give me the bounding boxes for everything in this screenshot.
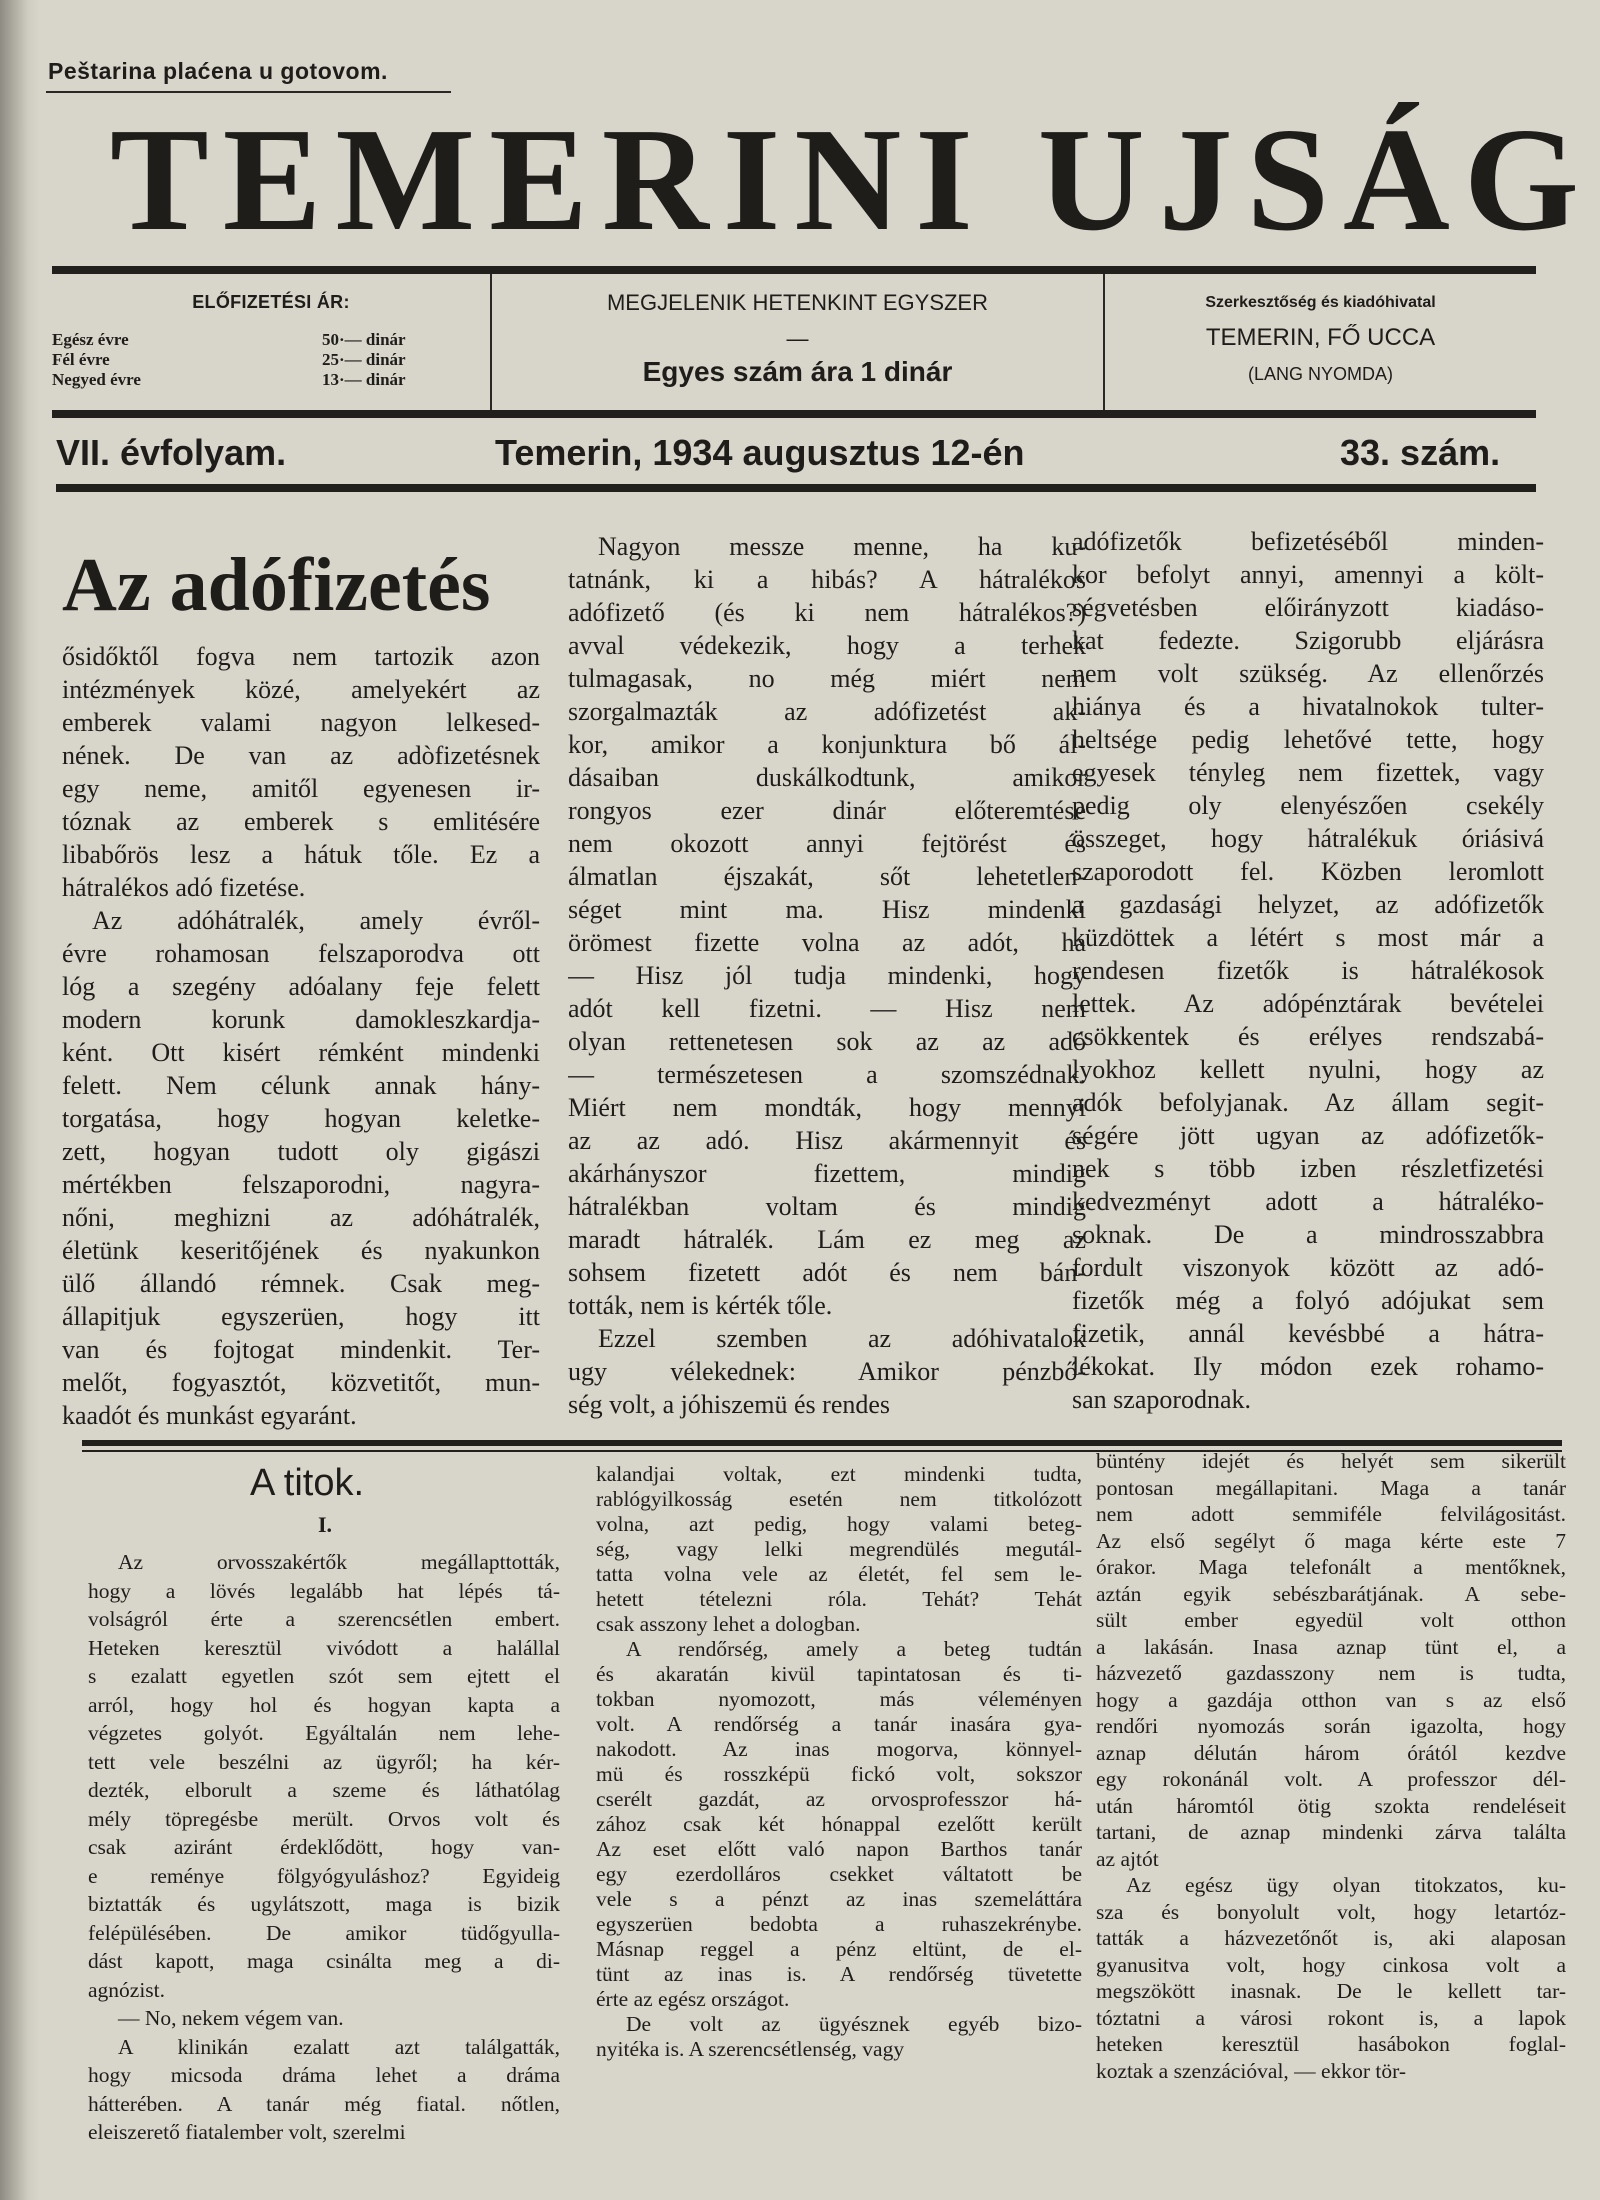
text-line: Ezzel szemben az adóhivatalok <box>598 1324 1086 1353</box>
text-line: ségére jött ugyan az adófizetők- <box>1072 1121 1544 1150</box>
text-line: mü és rosszképü fickó volt, sokszor <box>596 1762 1082 1786</box>
text-line: — Hisz jól tudja mindenki, hogy <box>568 961 1086 990</box>
office-address: TEMERIN, FŐ UCCA <box>1205 324 1436 351</box>
article-headline: Az adófizetés <box>62 543 491 627</box>
text-line: Az adóhátralék, amely évről- <box>92 906 540 935</box>
header-rule-bottom <box>56 484 1536 492</box>
text-line: Másnap reggel a pénz eltünt, de el- <box>596 1937 1082 1961</box>
text-line: hogy a gazdája otthon van s az első <box>1096 1687 1566 1712</box>
text-line: tartani, de aznap mindenki zárva találta <box>1096 1820 1566 1844</box>
issue-number: 33. szám. <box>1340 432 1501 473</box>
article-column-1 <box>62 640 540 1432</box>
office-printer: (LANG NYOMDA) <box>1247 364 1393 384</box>
text-line: gyanusitva volt, hogy cinkosa volt a <box>1096 1952 1566 1977</box>
text-line: ségvetésben előirányzott kiadáso- <box>1072 593 1544 622</box>
text-line: rendesen fizetők is hátralékosok <box>1072 956 1544 985</box>
price-period: Fél évre <box>52 350 110 369</box>
text-line: eleiszerető fiatalember volt, szerelmi <box>88 2120 406 2144</box>
price-row <box>52 370 452 390</box>
text-line: van és fojtogat mindenkit. Ter- <box>62 1335 540 1364</box>
text-line: Az eset előtt való napon Barthos tanár <box>596 1837 1082 1861</box>
scan-edge-shadow <box>0 0 40 2200</box>
story-chapter: I. <box>318 1512 333 1537</box>
text-line: ség, vagy lelki megrendülés megutál- <box>596 1537 1082 1561</box>
text-line: egy neme, amitől egyenesen ir- <box>62 774 540 803</box>
text-line: kat fedezte. Szigorubb eljárásra <box>1072 626 1544 655</box>
story-column-1 <box>88 1548 560 2147</box>
text-line: csökkentek és erélyes rendszabá- <box>1072 1022 1544 1051</box>
postage-notice: Peštarina plaćena u gotovom. <box>48 58 388 84</box>
text-line: nének. De van az adòfizetésnek <box>62 741 540 770</box>
text-line: hogy a lövés legalább hat lépés tá- <box>88 1578 560 1603</box>
text-line: érte az egész országot. <box>596 1987 790 2011</box>
text-line: álmatlan éjszakát, sőt lehetetlen- <box>568 862 1086 891</box>
text-line: e reménye fölgyógyuláshoz? Egyideig <box>88 1863 560 1888</box>
text-line: csak aziránt érdeklődött, hogy van- <box>88 1835 560 1859</box>
text-line: a gazdasági helyzet, az adófizetők <box>1072 890 1544 919</box>
text-line: adófizető (és ki nem hátralékos?) <box>568 598 1086 627</box>
text-line: egyszerüen bedobta a ruhaszekrénybe. <box>596 1912 1082 1936</box>
text-line: összeget, hogy hátralékuk óriásivá <box>1072 824 1544 853</box>
price-amount: 50·— dinár <box>322 330 406 349</box>
text-line: nakodott. Az inas mogorva, könnyel- <box>596 1737 1082 1761</box>
office-box <box>1105 274 1536 412</box>
text-line: nem volt szükség. Az ellenőrzés <box>1072 659 1544 688</box>
text-line: az az adó. Hisz akármennyit és <box>568 1126 1086 1155</box>
text-line: modern korunk damokleszkardja- <box>62 1005 540 1034</box>
text-line: aznap délután három órától kezdve <box>1096 1740 1566 1765</box>
text-line: fizetők még a folyó adójukat sem <box>1072 1286 1544 1315</box>
text-line: séget mint ma. Hisz mindenki <box>568 895 1086 924</box>
text-line: tünt az inas is. A rendőrség tüvetette <box>596 1962 1082 1986</box>
issue-date: Temerin, 1934 augusztus 12-én <box>495 432 1025 473</box>
text-line: pedig oly elenyészően csekély <box>1072 791 1544 820</box>
text-line: állapitjuk egyszerüen, hogy itt <box>62 1302 540 1331</box>
text-line: melőt, fogyasztót, közvetitőt, mun- <box>62 1368 540 1397</box>
text-line: kedvezményt adott a hátraléko- <box>1072 1187 1544 1216</box>
text-line: órakor. Maga telefonált a mentőknek, <box>1096 1555 1566 1579</box>
text-line: libabőrös lesz a hátuk tőle. Ez a <box>62 840 540 869</box>
text-line: életünk keseritőjének és nyakunkon <box>62 1236 540 1265</box>
text-line: évre rohamosan felszaporodva ott <box>62 939 540 968</box>
text-line: tett vele beszélni az ügyről; ha kér- <box>88 1749 560 1774</box>
text-line: felépülésében. De amikor tüdőgyulla- <box>88 1920 560 1945</box>
text-line: nyitéka is. A szerencsétlenség, vagy <box>596 2037 905 2061</box>
text-line: aztán egyik sebészbarátjának. A sebe- <box>1096 1581 1566 1606</box>
text-line: szaporodott fel. Közben leromlott <box>1072 857 1544 886</box>
text-line: maradt hátralék. Lám ez meg az <box>568 1225 1086 1254</box>
subscription-label: ELŐFIZETÉSI ÁR: <box>192 292 350 312</box>
text-line: tokban nyomozott, más véleményen <box>596 1687 1082 1711</box>
text-line: heteken keresztül hasábokon foglal- <box>1096 2032 1566 2056</box>
text-line: a lakásán. Inasa aznap tünt el, a <box>1096 1634 1566 1659</box>
text-line: rablógyilkosság esetén nem titkolózott <box>596 1487 1082 1511</box>
text-line: olyan rettenetesen sok az az adó <box>568 1027 1086 1056</box>
text-line: arról, hogy hol és hogyan kapta a <box>88 1692 560 1717</box>
text-line: házvezető gazdasszony nem is tudta, <box>1096 1661 1566 1685</box>
text-line: kor befolyt annyi, amennyi a költ- <box>1072 560 1544 589</box>
text-line: nem adott semmiféle felvilágositást. <box>1096 1502 1566 1526</box>
text-line: A klinikán ezalatt azt találgatták, <box>118 2034 560 2059</box>
text-line: dásaiban duskálkodtunk, amikor <box>568 763 1086 792</box>
publication-dash: — <box>786 326 809 351</box>
text-line: tatta volna vele az életét, fel sem le- <box>596 1562 1082 1586</box>
single-issue-price: Egyes szám ára 1 dinár <box>642 356 953 387</box>
text-line: — természetesen a szomszédnak. <box>568 1060 1086 1089</box>
text-line: adófizetők befizetéséből minden- <box>1072 527 1544 556</box>
text-line: hogy micsoda dráma lehet a dráma <box>88 2063 560 2087</box>
text-line: lóg a szegény adóalany feje felett <box>62 972 540 1001</box>
header-rule-top <box>52 266 1536 274</box>
text-line: egy rokonánál volt. A professzor dél- <box>1096 1767 1566 1791</box>
text-line: örömest fizette volna az adót, ha <box>568 928 1086 957</box>
story-title: A titok. <box>250 1462 365 1504</box>
text-line: mély töpregésbe merült. Orvos volt és <box>88 1806 560 1831</box>
text-line: büntény idejét és helyét sem sikerült <box>1096 1449 1566 1473</box>
story-column-3 <box>1096 1448 1566 2084</box>
text-line: nek s több izben részletfizetési <box>1072 1154 1544 1183</box>
text-line: Az egész ügy olyan titokzatos, ku- <box>1126 1873 1566 1897</box>
text-line: ugy vélekednek: Amikor pénzbő- <box>568 1357 1086 1386</box>
text-line: soknak. De a mindrosszabbra <box>1072 1220 1544 1249</box>
article-column-2 <box>568 530 1086 1421</box>
text-line: kor, amikor a konjunktura bő ál- <box>568 730 1086 759</box>
text-line: adót kell fizetni. — Hisz nem <box>568 994 1086 1023</box>
text-line: pontosan megállapitani. Maga a tanár <box>1096 1475 1566 1500</box>
text-line: dást kapott, maga csinálta meg a di- <box>88 1949 560 1973</box>
header-rule-middle <box>52 410 1536 418</box>
publication-frequency: MEGJELENIK HETENKINT EGYSZER <box>606 290 988 315</box>
text-line: volt. A rendőrség a tanár inasára gya- <box>596 1712 1082 1736</box>
text-line: küzdöttek a létért s most már a <box>1072 923 1544 952</box>
text-line: fordult viszonyok között az adó- <box>1072 1253 1544 1282</box>
text-line: Heteken keresztül vivódott a halállal <box>88 1635 560 1660</box>
text-line: mértékben felszaporodni, nagyra- <box>62 1170 540 1199</box>
text-line: tatnánk, ki a hibás? A hátralékos <box>568 565 1086 594</box>
text-line: sült ember egyedül volt otthon <box>1096 1608 1566 1632</box>
text-line: ként. Ott kisért rémként mindenki <box>62 1038 540 1067</box>
text-line: De volt az ügyésznek egyéb bizo- <box>626 2012 1082 2036</box>
text-line: hiánya és a hivatalnokok tulter- <box>1072 692 1544 721</box>
text-line: az ajtót <box>1096 1846 1159 1871</box>
text-line: hetett tételezni róla. Tehát? Tehát <box>596 1587 1082 1611</box>
text-line: volságról érte a szerencsétlen embert. <box>88 1607 560 1631</box>
section-rule-thick <box>82 1440 1562 1446</box>
text-line: adók befolyjanak. Az állam segit- <box>1072 1088 1544 1117</box>
price-row <box>52 330 452 350</box>
text-line: zához csak két hónappal ezelőtt került <box>596 1812 1082 1836</box>
text-line: rongyos ezer dinár előteremtése <box>568 796 1086 825</box>
text-line: cserélt gazdát, az orvosprofesszor há- <box>596 1787 1082 1811</box>
volume-number: VII. évfolyam. <box>56 432 287 473</box>
text-line: ősidőktől fogva nem tartozik azon <box>62 642 540 671</box>
text-line: avval védekezik, hogy a terhek <box>568 631 1086 660</box>
price-amount: 25·— dinár <box>322 350 406 369</box>
price-period: Egész évre <box>52 330 129 349</box>
notice-underline <box>46 91 451 93</box>
text-line: nem okozott annyi fejtörést és <box>568 829 1086 858</box>
text-line: dezték, elborult a szeme és láthatólag <box>88 1778 560 1802</box>
text-line: egy ezerdolláros csekket váltatott be <box>596 1862 1082 1886</box>
text-line: tulmagasak, no még miért nem <box>568 664 1086 693</box>
newspaper-masthead: TEMERINI UJSÁG <box>110 98 1593 262</box>
text-line: tották, nem is kérték tőle. <box>568 1291 833 1320</box>
text-line: san szaporodnak. <box>1072 1385 1252 1414</box>
text-line: A rendőrség, amely a beteg tudtán <box>626 1637 1082 1661</box>
text-line: hátterében. A tanár még fiatal. nőtlen, <box>88 2091 560 2116</box>
text-line: ülő állandó rémnek. Csak meg- <box>62 1269 540 1298</box>
text-line: emberek valami nagyon lelkesed- <box>62 708 540 737</box>
text-line: koztak a szenzációval, — ekkor tör- <box>1096 2058 1406 2083</box>
article-column-3 <box>1072 525 1544 1416</box>
text-line: torgatása, hogy hogyan keletke- <box>62 1104 540 1133</box>
text-line: volna, azt pedig, hogy valami beteg- <box>596 1512 1082 1536</box>
text-line: tóztatni a városi rokont is, a lapok <box>1096 2005 1566 2030</box>
text-line: akárhányszor fizettem, mindig <box>568 1159 1086 1188</box>
text-line: vele s a pénzt az inas szemeláttára <box>596 1887 1082 1911</box>
text-line: heltsége pedig lehetővé tette, hogy <box>1072 725 1544 754</box>
price-period: Negyed évre <box>52 370 141 389</box>
text-line: Az orvosszakértők megállapttották, <box>118 1550 560 1574</box>
text-line: Miért nem mondták, hogy mennyi <box>568 1093 1086 1122</box>
text-line: fizetik, annál kevésbbé a hátra- <box>1072 1319 1544 1348</box>
text-line: lékokat. Ily módon ezek rohamo- <box>1072 1352 1544 1381</box>
text-line: Nagyon messze menne, ha ku- <box>598 532 1086 561</box>
price-row <box>52 350 452 370</box>
text-line: hátralékban voltam és mindig <box>568 1192 1086 1221</box>
text-line: sohsem fizetett adót és nem bán- <box>568 1258 1086 1287</box>
text-line: nőni, meghizni az adóhátralék, <box>62 1203 540 1232</box>
text-line: sza és bonyolult volt, hogy letartóz- <box>1096 1899 1566 1924</box>
text-line: zett, hogyan tudott oly gigászi <box>62 1137 540 1166</box>
text-line: ség volt, a jóhiszemü és rendes <box>568 1390 891 1419</box>
price-amount: 13·— dinár <box>322 370 406 389</box>
text-line: lyokhoz kellett nyulni, hogy az <box>1072 1055 1544 1084</box>
office-label: Szerkesztőség és kiadóhivatal <box>1205 294 1436 311</box>
subscription-box <box>52 274 490 412</box>
text-line: tatták a házvezetőnőt is, aki alaposan <box>1096 1926 1566 1950</box>
text-line: lettek. Az adópénztárak bevételei <box>1072 989 1544 1018</box>
text-line: biztatták és ugylátszott, maga is bizik <box>88 1892 560 1916</box>
text-line: felett. Nem célunk annak hány- <box>62 1071 540 1100</box>
text-line: csak asszony lehet a dologban. <box>596 1612 861 1636</box>
text-line: intézmények közé, amelyekért az <box>62 675 540 704</box>
text-line: kalandjai voltak, ezt mindenki tudta, <box>596 1462 1082 1486</box>
text-line: — No, nekem végem van. <box>118 2006 344 2030</box>
text-line: megszökött inasnak. De le kellett tar- <box>1096 1979 1566 2003</box>
text-line: rendőri nyomozás során igazolta, hogy <box>1096 1714 1566 1738</box>
text-line: után háromtól ötig szokta rendeléseit <box>1096 1793 1566 1818</box>
text-line: kaadót és munkást egyaránt. <box>62 1401 357 1430</box>
text-line: agnózist. <box>88 1977 166 2002</box>
text-line: egyesek tényleg nem fizettek, vagy <box>1072 758 1544 787</box>
text-line: tóznak az emberek s emlitésére <box>62 807 540 836</box>
text-line: végzetes golyót. Egyáltalán nem lehe- <box>88 1721 560 1745</box>
text-line: hátralékos adó fizetése. <box>62 873 306 902</box>
text-line: szorgalmazták az adófizetést ak- <box>568 697 1086 726</box>
text-line: Az első segélyt ő maga kérte este 7 <box>1096 1528 1566 1553</box>
story-column-2 <box>596 1462 1082 2062</box>
text-line: s ezalatt egyetlen szót sem ejtett el <box>88 1664 560 1688</box>
text-line: és akaratán kivül tapintatosan és ti- <box>596 1662 1082 1686</box>
publication-box <box>492 274 1103 412</box>
